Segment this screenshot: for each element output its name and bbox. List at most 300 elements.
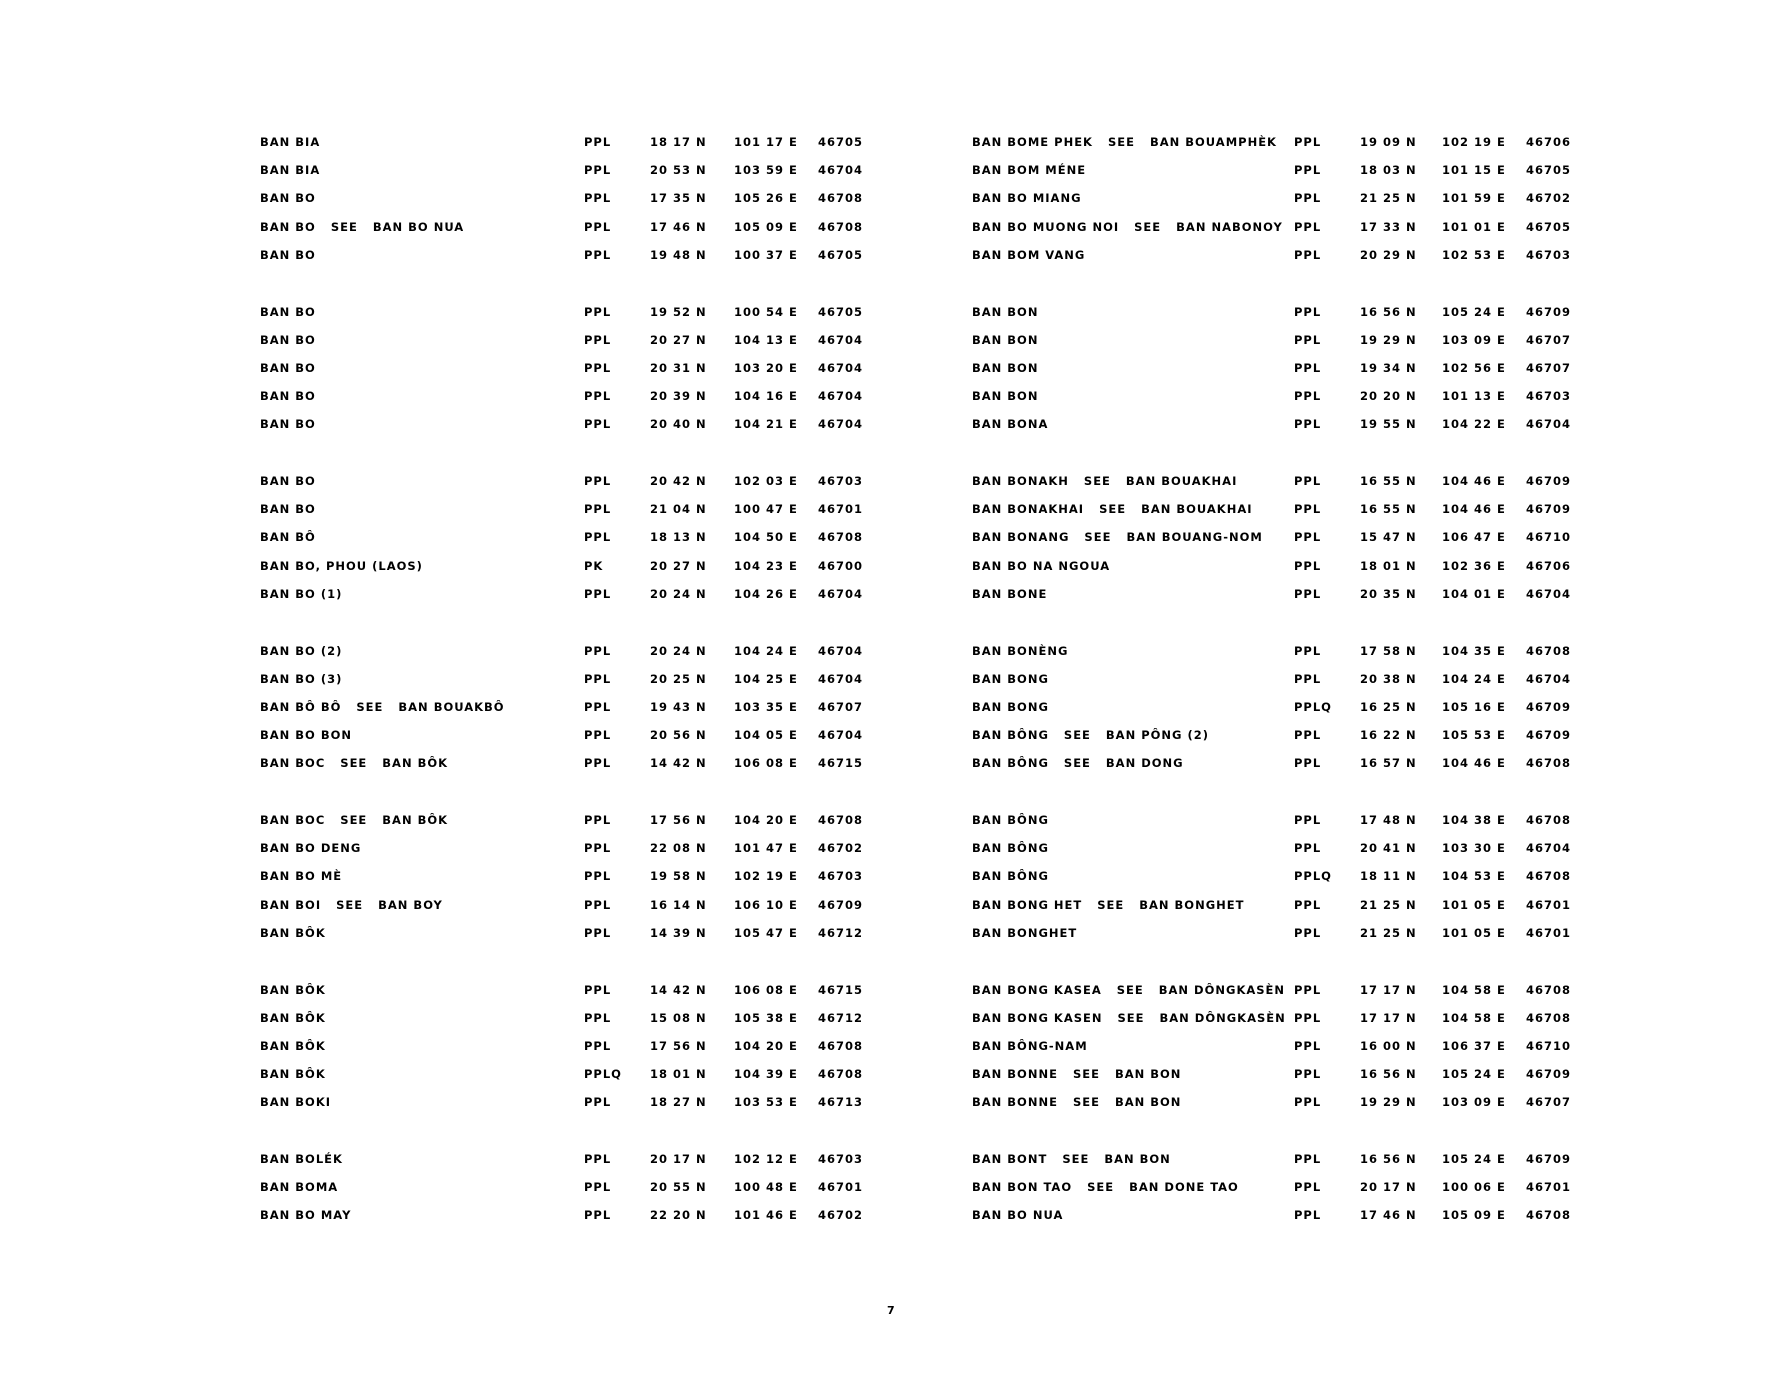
entry-type: PPL (1294, 1038, 1322, 1053)
entry-lon: 102 19 E (1442, 135, 1506, 149)
entry-lon: 101 15 E (1442, 163, 1506, 178)
entry-type: PPL (584, 1180, 612, 1195)
entry-lon: 104 58 E (1442, 1010, 1506, 1025)
entry-lon: 105 38 E (734, 1010, 798, 1025)
entry-type: PPL (1294, 897, 1322, 912)
entry-lon: 105 26 E (734, 191, 798, 206)
entry-name: BAN BO NUA (972, 1208, 1064, 1223)
entry-name: BAN BON (972, 389, 1039, 404)
entry-type: PPLQ (1294, 699, 1332, 714)
entry-lat: 19 58 N (650, 869, 707, 884)
entry-lat: 18 27 N (650, 1095, 707, 1110)
entry-lon: 104 05 E (734, 728, 798, 743)
entry-lat: 18 03 N (1360, 163, 1417, 178)
entry-type: PPL (1294, 247, 1322, 262)
entry-lat: 18 01 N (650, 1067, 707, 1082)
entry-type: PPL (1294, 502, 1322, 517)
entry-sheet: 46708 (1526, 1208, 1572, 1223)
entry-sheet: 46702 (1526, 191, 1572, 206)
entry-type: PPL (1294, 163, 1322, 178)
entry-name: BAN BO (260, 417, 316, 432)
entry-lon: 102 03 E (734, 474, 798, 488)
entry-sheet: 46712 (818, 1010, 864, 1025)
entry-sheet: 46709 (1526, 699, 1572, 714)
entry-name: BAN BONAKH SEE BAN BOUAKHAI (972, 474, 1238, 488)
entry-name: BAN BONNE SEE BAN BON (972, 1095, 1182, 1110)
entry-sheet: 46707 (1526, 360, 1572, 375)
entry-lat: 19 09 N (1360, 135, 1417, 149)
entry-type: PPL (584, 191, 612, 206)
entry-name: BAN BÔNG (972, 841, 1049, 856)
entry-sheet: 46708 (818, 1038, 864, 1053)
entry-name: BAN BO (260, 191, 316, 206)
entry-type: PPL (1294, 1010, 1322, 1025)
entry-lat: 20 56 N (650, 728, 707, 743)
entry-lat: 21 04 N (650, 502, 707, 517)
entry-name: BAN BONG KASEA SEE BAN DÔNGKASÈN (972, 982, 1286, 997)
entry-name: BAN BONT SEE BAN BON (972, 1152, 1171, 1166)
entry-sheet: 46704 (1526, 841, 1572, 856)
entry-lon: 104 24 E (734, 643, 798, 658)
entry-name: BAN BÔNG (972, 813, 1049, 827)
entry-lon: 104 20 E (734, 813, 798, 827)
entry-name: BAN BÔ (260, 530, 316, 545)
entry-sheet: 46715 (818, 982, 864, 997)
entry-type: PPL (584, 1095, 612, 1110)
entry-sheet: 46708 (818, 191, 864, 206)
entry-type: PPL (584, 699, 612, 714)
entry-type: PPL (1294, 1180, 1322, 1195)
entry-lat: 20 24 N (650, 643, 707, 658)
entry-type: PPL (1294, 643, 1322, 658)
entry-lat: 21 25 N (1360, 925, 1417, 940)
entry-name: BAN BON (972, 360, 1039, 375)
entry-sheet: 46701 (818, 502, 864, 517)
entry-lat: 16 55 N (1360, 474, 1417, 488)
entry-lon: 104 50 E (734, 530, 798, 545)
entry-sheet: 46709 (1526, 502, 1572, 517)
entry-lat: 17 58 N (1360, 643, 1417, 658)
entry-sheet: 46701 (818, 1180, 864, 1195)
entry-name: BAN BOME PHEK SEE BAN BOUAMPHÈK (972, 135, 1277, 149)
entry-name: BAN BO (1) (260, 586, 343, 601)
entry-type: PPL (584, 219, 612, 234)
entry-type: PPL (584, 869, 612, 884)
page-number: 7 (887, 1304, 896, 1317)
entry-lat: 16 14 N (650, 897, 707, 912)
entry-name: BAN BÔK (260, 1067, 326, 1082)
entry-lat: 18 11 N (1360, 869, 1417, 884)
entry-name: BAN BO (260, 474, 316, 488)
entry-type: PPL (1294, 586, 1322, 601)
entry-type: PPL (1294, 1208, 1322, 1223)
entry-lat: 20 42 N (650, 474, 707, 488)
entry-lat: 20 17 N (1360, 1180, 1417, 1195)
entry-name: BAN BON (972, 332, 1039, 347)
entry-sheet: 46706 (1526, 135, 1572, 149)
entry-sheet: 46708 (1526, 756, 1572, 771)
entry-lat: 16 56 N (1360, 304, 1417, 319)
entry-sheet: 46702 (818, 1208, 864, 1223)
entry-lat: 20 29 N (1360, 247, 1417, 262)
entry-type: PPL (1294, 558, 1322, 573)
entry-sheet: 46708 (818, 1067, 864, 1082)
entry-lon: 105 47 E (734, 925, 798, 940)
entry-type: PPL (1294, 1067, 1322, 1082)
entry-type: PPLQ (1294, 869, 1332, 884)
entry-type: PPL (1294, 841, 1322, 856)
entry-name: BAN BOC SEE BAN BÔK (260, 756, 449, 771)
entry-name: BAN BON (972, 304, 1039, 319)
entry-sheet: 46703 (818, 1152, 864, 1166)
entry-sheet: 46708 (1526, 1010, 1572, 1025)
entry-type: PPL (1294, 417, 1322, 432)
entry-sheet: 46708 (1526, 643, 1572, 658)
entry-name: BAN BONA (972, 417, 1049, 432)
entry-sheet: 46701 (1526, 897, 1572, 912)
entry-name: BAN BOC SEE BAN BÔK (260, 813, 449, 827)
entry-lon: 103 35 E (734, 699, 798, 714)
entry-sheet: 46709 (1526, 474, 1572, 488)
entry-lon: 100 37 E (734, 247, 798, 262)
entry-lat: 17 56 N (650, 813, 707, 827)
entry-lon: 100 48 E (734, 1180, 798, 1195)
entry-sheet: 46701 (1526, 925, 1572, 940)
entry-sheet: 46704 (818, 360, 864, 375)
entry-lat: 20 39 N (650, 389, 707, 404)
entry-name: BAN BOKI (260, 1095, 332, 1110)
entry-type: PPL (1294, 925, 1322, 940)
entry-type: PPL (1294, 982, 1322, 997)
entry-lon: 106 47 E (1442, 530, 1506, 545)
entry-sheet: 46704 (818, 728, 864, 743)
entry-lon: 104 16 E (734, 389, 798, 404)
entry-lat: 19 34 N (1360, 360, 1417, 375)
entry-sheet: 46706 (1526, 558, 1572, 573)
entry-lat: 20 25 N (650, 671, 707, 686)
entry-sheet: 46704 (818, 332, 864, 347)
entry-name: BAN BO (260, 360, 316, 375)
entry-type: PPL (584, 332, 612, 347)
entry-type: PPL (584, 1152, 612, 1166)
entry-name: BAN BÔNG (972, 869, 1049, 884)
entry-type: PPL (584, 1010, 612, 1025)
entry-lat: 17 17 N (1360, 982, 1417, 997)
entry-type: PPL (1294, 304, 1322, 319)
entry-sheet: 46705 (1526, 163, 1572, 178)
entry-name: BAN BO (3) (260, 671, 343, 686)
entry-type: PPL (584, 982, 612, 997)
entry-type: PPL (1294, 1152, 1322, 1166)
entry-name: BAN BO, PHOU (LAOS) (260, 558, 423, 573)
entry-type: PPL (1294, 191, 1322, 206)
entry-name: BAN BO MAY (260, 1208, 352, 1223)
entry-sheet: 46704 (818, 163, 864, 178)
entry-type: PPL (1294, 474, 1322, 488)
entry-lon: 102 36 E (1442, 558, 1506, 573)
entry-lon: 105 09 E (734, 219, 798, 234)
entry-name: BAN BONANG SEE BAN BOUANG-NOM (972, 530, 1263, 545)
entry-name: BAN BÔ BÔ SEE BAN BOUAKBÔ (260, 699, 505, 714)
entry-type: PK (584, 558, 604, 573)
entry-name: BAN BO DENG (260, 841, 362, 856)
entry-lat: 20 38 N (1360, 671, 1417, 686)
entry-lon: 104 24 E (1442, 671, 1506, 686)
entry-name: BAN BONG KASEN SEE BAN DÔNGKASÈN (972, 1010, 1286, 1025)
entry-lat: 19 48 N (650, 247, 707, 262)
entry-name: BAN BÔNG-NAM (972, 1038, 1088, 1053)
entry-name: BAN BOM MÉNE (972, 163, 1087, 178)
entry-name: BAN BONÈNG (972, 643, 1069, 658)
entry-lat: 20 55 N (650, 1180, 707, 1195)
entry-type: PPL (1294, 219, 1322, 234)
entry-sheet: 46701 (1526, 1180, 1572, 1195)
entry-type: PPL (1294, 530, 1322, 545)
entry-lon: 105 53 E (1442, 728, 1506, 743)
entry-lon: 104 23 E (734, 558, 798, 573)
entry-type: PPL (584, 389, 612, 404)
entry-lon: 104 35 E (1442, 643, 1506, 658)
entry-type: PPL (1294, 389, 1322, 404)
entry-sheet: 46700 (818, 558, 864, 573)
entry-name: BAN BO (260, 502, 316, 517)
entry-lat: 20 31 N (650, 360, 707, 375)
entry-name: BAN BIA (260, 135, 321, 149)
entry-sheet: 46703 (818, 869, 864, 884)
entry-lat: 19 29 N (1360, 1095, 1417, 1110)
entry-lon: 103 20 E (734, 360, 798, 375)
entry-sheet: 46704 (818, 586, 864, 601)
entry-lat: 16 25 N (1360, 699, 1417, 714)
entry-sheet: 46710 (1526, 530, 1572, 545)
entry-name: BAN BONG (972, 671, 1049, 686)
entry-sheet: 46705 (1526, 219, 1572, 234)
entry-lat: 22 08 N (650, 841, 707, 856)
entry-lat: 16 57 N (1360, 756, 1417, 771)
entry-lon: 106 10 E (734, 897, 798, 912)
entry-lon: 103 53 E (734, 1095, 798, 1110)
entry-lat: 17 33 N (1360, 219, 1417, 234)
entry-sheet: 46712 (818, 925, 864, 940)
entry-name: BAN BÔK (260, 982, 326, 997)
entry-sheet: 46708 (818, 813, 864, 827)
entry-type: PPL (584, 417, 612, 432)
entry-lat: 18 13 N (650, 530, 707, 545)
entry-name: BAN BONAKHAI SEE BAN BOUAKHAI (972, 502, 1253, 517)
entry-name: BAN BO (260, 304, 316, 319)
entry-lon: 101 59 E (1442, 191, 1506, 206)
entry-lon: 104 46 E (1442, 502, 1506, 517)
entry-sheet: 46707 (1526, 332, 1572, 347)
entry-lon: 101 13 E (1442, 389, 1506, 404)
entry-lon: 103 30 E (1442, 841, 1506, 856)
entry-name: BAN BÔK (260, 925, 326, 940)
entry-sheet: 46710 (1526, 1038, 1572, 1053)
entry-sheet: 46715 (818, 756, 864, 771)
entry-sheet: 46703 (818, 474, 864, 488)
entry-lon: 104 46 E (1442, 756, 1506, 771)
entry-name: BAN BÔNG SEE BAN PÔNG (2) (972, 728, 1209, 743)
entry-type: PPL (584, 841, 612, 856)
entry-name: BAN BOLÉK (260, 1152, 343, 1166)
entry-sheet: 46707 (1526, 1095, 1572, 1110)
entry-lat: 17 46 N (1360, 1208, 1417, 1223)
entry-sheet: 46705 (818, 135, 864, 149)
entry-lat: 14 42 N (650, 756, 707, 771)
entry-sheet: 46704 (1526, 586, 1572, 601)
entry-lon: 104 39 E (734, 1067, 798, 1082)
entry-lon: 104 25 E (734, 671, 798, 686)
entry-lat: 14 39 N (650, 925, 707, 940)
entry-name: BAN BONE (972, 586, 1048, 601)
entry-lat: 16 55 N (1360, 502, 1417, 517)
entry-sheet: 46705 (818, 247, 864, 262)
entry-type: PPL (1294, 728, 1322, 743)
entry-lon: 105 24 E (1442, 304, 1506, 319)
entry-lon: 102 12 E (734, 1152, 798, 1166)
entry-type: PPL (584, 304, 612, 319)
entry-lon: 101 46 E (734, 1208, 798, 1223)
entry-lon: 101 01 E (1442, 219, 1506, 234)
entry-lat: 20 35 N (1360, 586, 1417, 601)
entry-lat: 20 17 N (650, 1152, 707, 1166)
entry-sheet: 46704 (1526, 671, 1572, 686)
entry-lat: 20 53 N (650, 163, 707, 178)
entry-type: PPL (584, 643, 612, 658)
entry-lat: 22 20 N (650, 1208, 707, 1223)
entry-sheet: 46708 (818, 219, 864, 234)
entry-name: BAN BO (260, 247, 316, 262)
entry-name: BAN BONNE SEE BAN BON (972, 1067, 1182, 1082)
entry-lon: 104 20 E (734, 1038, 798, 1053)
entry-sheet: 46713 (818, 1095, 864, 1110)
entry-name: BAN BÔK (260, 1038, 326, 1053)
entry-lat: 17 48 N (1360, 813, 1417, 827)
entry-type: PPL (584, 360, 612, 375)
entry-name: BAN BO BON (260, 728, 353, 743)
entry-lat: 16 00 N (1360, 1038, 1417, 1053)
entry-lat: 14 42 N (650, 982, 707, 997)
entry-sheet: 46703 (1526, 389, 1572, 404)
entry-type: PPL (1294, 1095, 1322, 1110)
entry-sheet: 46709 (1526, 1067, 1572, 1082)
entry-lon: 104 21 E (734, 417, 798, 432)
entry-sheet: 46704 (818, 643, 864, 658)
entry-name: BAN BO (260, 332, 316, 347)
entry-lon: 104 22 E (1442, 417, 1506, 432)
entry-lon: 103 59 E (734, 163, 798, 178)
entry-sheet: 46704 (818, 389, 864, 404)
entry-sheet: 46708 (818, 530, 864, 545)
entry-lon: 104 58 E (1442, 982, 1506, 997)
entry-name: BAN BO (2) (260, 643, 343, 658)
entry-lat: 19 55 N (1360, 417, 1417, 432)
entry-lat: 17 46 N (650, 219, 707, 234)
entry-sheet: 46704 (818, 671, 864, 686)
entry-lon: 102 19 E (734, 869, 798, 884)
entry-sheet: 46709 (818, 897, 864, 912)
entry-lat: 20 20 N (1360, 389, 1417, 404)
entry-lat: 20 40 N (650, 417, 707, 432)
entry-type: PPL (584, 586, 612, 601)
entry-lat: 20 24 N (650, 586, 707, 601)
entry-name: BAN BONG (972, 699, 1049, 714)
entry-lon: 101 05 E (1442, 897, 1506, 912)
entry-name: BAN BO SEE BAN BO NUA (260, 219, 465, 234)
entry-lat: 17 35 N (650, 191, 707, 206)
entry-sheet: 46702 (818, 841, 864, 856)
entry-lat: 19 29 N (1360, 332, 1417, 347)
entry-type: PPL (584, 135, 612, 149)
entry-lon: 104 46 E (1442, 474, 1506, 488)
entry-lon: 101 17 E (734, 135, 798, 149)
entry-lat: 20 41 N (1360, 841, 1417, 856)
entry-name: BAN BO NA NGOUA (972, 558, 1111, 573)
entry-lat: 20 27 N (650, 332, 707, 347)
entry-sheet: 46703 (1526, 247, 1572, 262)
entry-lon: 105 09 E (1442, 1208, 1506, 1223)
entry-name: BAN BÔK (260, 1010, 326, 1025)
entry-type: PPL (1294, 671, 1322, 686)
entry-name: BAN BONGHET (972, 925, 1078, 940)
entry-name: BAN BONG HET SEE BAN BONGHET (972, 897, 1245, 912)
entry-lat: 17 17 N (1360, 1010, 1417, 1025)
entry-type: PPL (1294, 332, 1322, 347)
entry-name: BAN BOI SEE BAN BOY (260, 897, 443, 912)
entry-lon: 105 24 E (1442, 1067, 1506, 1082)
entry-name: BAN BIA (260, 163, 321, 178)
entry-type: PPL (584, 247, 612, 262)
entry-lon: 105 24 E (1442, 1152, 1506, 1166)
entry-lon: 100 06 E (1442, 1180, 1506, 1195)
entry-name: BAN BO (260, 389, 316, 404)
entry-lat: 16 22 N (1360, 728, 1417, 743)
entry-type: PPL (584, 502, 612, 517)
entry-type: PPL (1294, 756, 1322, 771)
entry-type: PPL (584, 897, 612, 912)
entry-lat: 21 25 N (1360, 191, 1417, 206)
entry-lat: 21 25 N (1360, 897, 1417, 912)
entry-lat: 18 01 N (1360, 558, 1417, 573)
entry-type: PPL (584, 530, 612, 545)
entry-lon: 106 08 E (734, 756, 798, 771)
entry-name: BAN BO MÈ (260, 869, 343, 884)
entry-lon: 102 53 E (1442, 247, 1506, 262)
entry-type: PPL (584, 756, 612, 771)
entry-sheet: 46705 (818, 304, 864, 319)
entry-lat: 15 08 N (650, 1010, 707, 1025)
entry-sheet: 46708 (1526, 982, 1572, 997)
entry-lon: 104 01 E (1442, 586, 1506, 601)
entry-sheet: 46708 (1526, 869, 1572, 884)
entry-lon: 105 16 E (1442, 699, 1506, 714)
entry-lat: 19 52 N (650, 304, 707, 319)
entry-lon: 101 05 E (1442, 925, 1506, 940)
entry-lon: 103 09 E (1442, 332, 1506, 347)
entry-sheet: 46709 (1526, 728, 1572, 743)
entry-lon: 100 47 E (734, 502, 798, 517)
entry-type: PPL (584, 813, 612, 827)
entry-lon: 104 38 E (1442, 813, 1506, 827)
entry-type: PPL (584, 728, 612, 743)
entry-name: BAN BO MIANG (972, 191, 1082, 206)
entry-lat: 18 17 N (650, 135, 707, 149)
entry-lon: 104 53 E (1442, 869, 1506, 884)
entry-type: PPL (584, 474, 612, 488)
entry-lon: 104 26 E (734, 586, 798, 601)
entry-lat: 16 56 N (1360, 1067, 1417, 1082)
entry-lon: 100 54 E (734, 304, 798, 319)
